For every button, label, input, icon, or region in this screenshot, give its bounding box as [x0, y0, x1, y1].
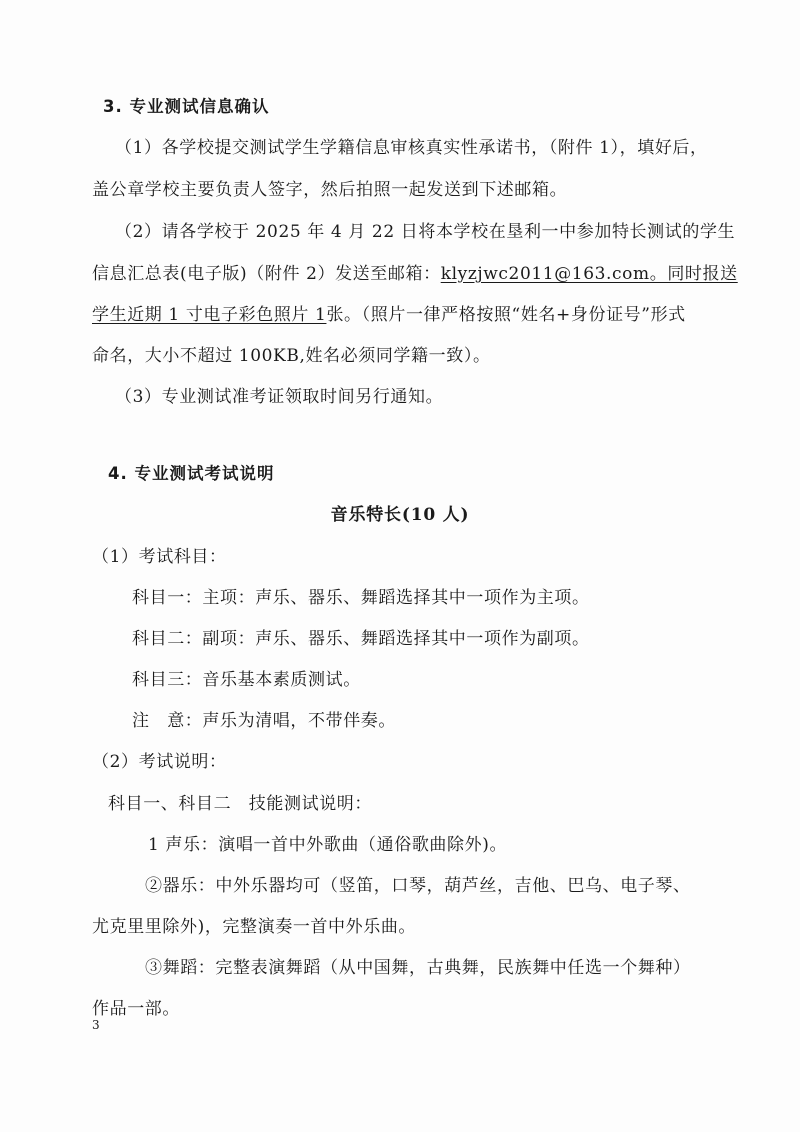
- music-specialty-title: 音乐特长(10 人): [330, 505, 470, 525]
- exam-explanation-label: （2）考试说明：: [92, 752, 227, 772]
- photo-requirement-text: 张。（照片一律严格按照“姓名+身份证号”形式: [326, 305, 686, 325]
- page-number: 3: [92, 1018, 100, 1032]
- paragraph-2-line-2-text: 信息汇总表(电子版)（附件 2）发送至邮箱：: [92, 264, 441, 284]
- photo-requirement-underlined: 学生近期 1 寸电子彩色照片 1: [92, 305, 327, 325]
- dance-item-line-2: 作品一部。: [92, 999, 180, 1019]
- exam-subjects-label: （1）考试科目：: [92, 547, 227, 567]
- subject-2: 科目二：副项：声乐、器乐、舞蹈选择其中一项作为副项。: [132, 629, 590, 649]
- section-3-paragraph-2-line-3: [92, 303, 686, 327]
- skill-test-title: 科目一、科目二 技能测试说明：: [108, 794, 372, 814]
- subject-3: 科目三：音乐基本素质测试。: [132, 670, 361, 690]
- section-3-paragraph-2-line-2: [92, 262, 738, 286]
- subject-1: 科目一：主项：声乐、器乐、舞蹈选择其中一项作为主项。: [132, 588, 590, 608]
- section-3-heading: 3. 专业测试信息确认: [103, 97, 270, 116]
- section-3-paragraph-2-line-1: （2）请各学校于 2025 年 4 月 22 日将本学校在垦利一中参加特长测试的学生: [115, 222, 736, 242]
- dance-item-line-1: ③舞蹈：完整表演舞蹈（从中国舞，古典舞，民族舞中任选一个舞种）: [145, 958, 691, 978]
- note: 注 意：声乐为清唱，不带伴奏。: [132, 711, 396, 731]
- section-3-paragraph-1-line-2: 盖公章学校主要负责人签字，然后拍照一起发送到下述邮箱。: [92, 180, 568, 200]
- section-3-paragraph-3: （3）专业测试准考证领取时间另行通知。: [115, 387, 444, 407]
- instrument-item-line-2: 尤克里里除外)，完整演奏一首中外乐曲。: [92, 917, 417, 937]
- vocal-item: 1 声乐：演唱一首中外歌曲（通俗歌曲除外)。: [148, 835, 508, 855]
- section-4-heading: 4. 专业测试考试说明: [108, 464, 275, 483]
- email-address: klyzjwc2011@163.com。同时报送: [440, 264, 738, 284]
- section-3-paragraph-2-line-4: 命名，大小不超过 100KB,姓名必须同学籍一致）。: [92, 346, 491, 366]
- instrument-item-line-1: ②器乐：中外乐器均可（竖笛，口琴，葫芦丝，吉他、巴乌、电子琴、: [145, 876, 691, 896]
- section-3-paragraph-1-line-1: （1）各学校提交测试学生学籍信息审核真实性承诺书，（附件 1），填好后，: [115, 138, 708, 158]
